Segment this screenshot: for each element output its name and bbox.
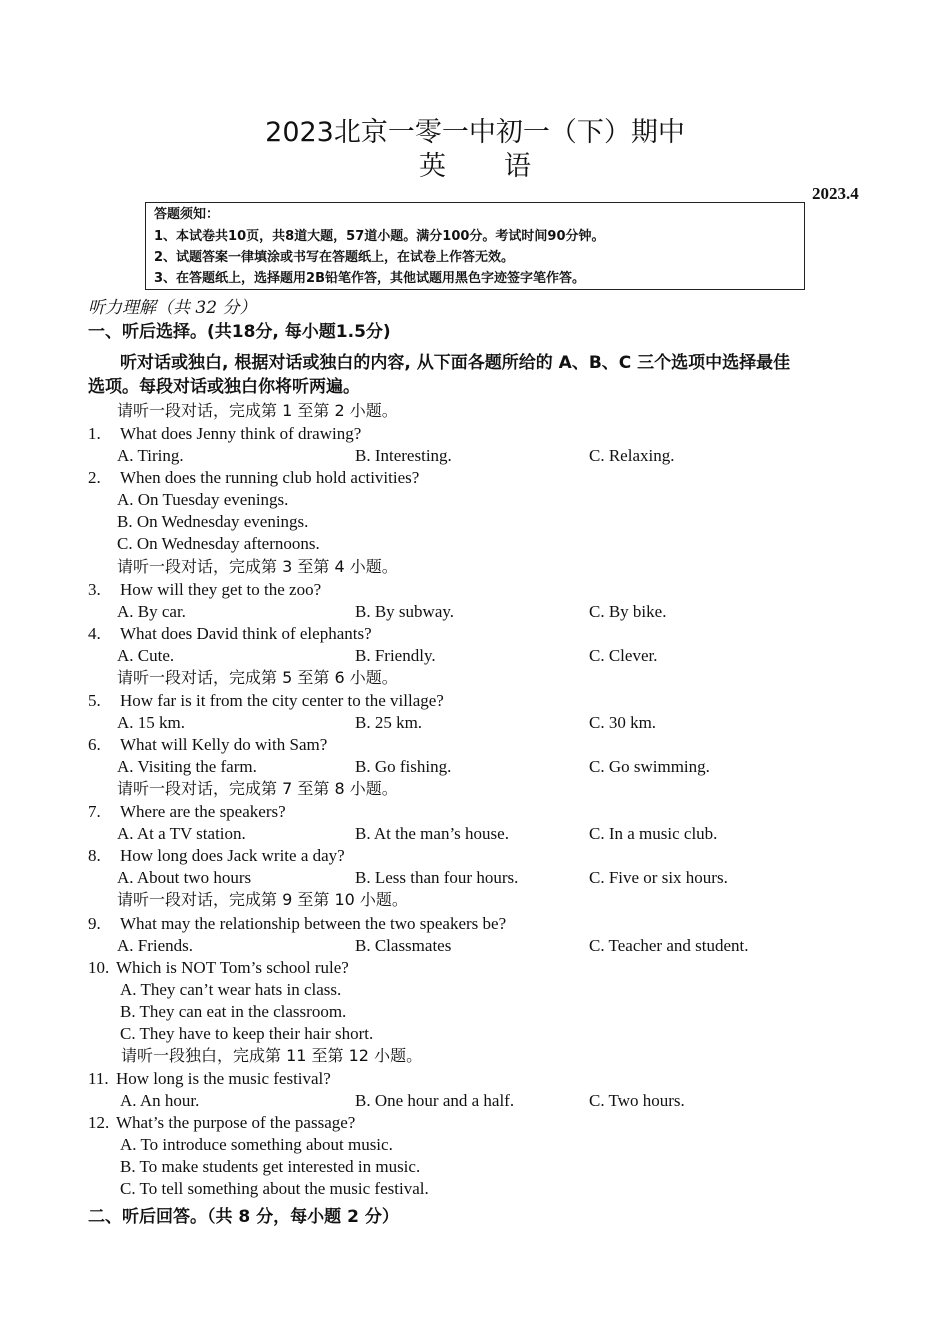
option-a: A. On Tuesday evenings.: [117, 490, 289, 509]
notice-box: [145, 202, 805, 290]
option-a: A. An hour.: [120, 1091, 200, 1110]
question-text: What does David think of elephants?: [120, 624, 372, 643]
option-b: B. At the man’s house.: [355, 824, 509, 843]
option-c: C. To tell something about the music festival.: [120, 1179, 429, 1198]
option-b: B. Less than four hours.: [355, 868, 519, 887]
question-text: Which is NOT Tom’s school rule?: [116, 958, 349, 977]
option-b: B. They can eat in the classroom.: [120, 1002, 347, 1021]
group-instruction: 请听一段对话，完成第 5 至第 6 小题。: [117, 668, 398, 687]
question-text: How long is the music festival?: [116, 1069, 331, 1088]
option-c: C. Go swimming.: [589, 757, 710, 776]
question-text: How far is it from the city center to the village?: [120, 691, 444, 710]
option-c: C. 30 km.: [589, 713, 657, 732]
question-number: 2.: [88, 468, 101, 487]
option-a: A. To introduce something about music.: [120, 1135, 393, 1154]
option-b: B. One hour and a half.: [355, 1091, 515, 1110]
question-text: What may the relationship between the two speakers be?: [120, 914, 507, 933]
option-b: B. By subway.: [355, 602, 455, 621]
option-b: B. Friendly.: [355, 646, 436, 665]
option-a: A. 15 km.: [117, 713, 185, 732]
question-number: 5.: [88, 691, 101, 710]
instruction-line-2: 选项。每段对话或独白你将听两遍。: [88, 377, 360, 397]
group-instruction: 请听一段对话，完成第 1 至第 2 小题。: [117, 401, 398, 420]
question-text: How will they get to the zoo?: [120, 580, 322, 599]
option-a: A. Friends.: [117, 936, 194, 955]
option-c: C. On Wednesday afternoons.: [117, 534, 320, 553]
option-b: B. To make students get interested in music.: [120, 1157, 421, 1176]
question-number: 1.: [88, 424, 101, 443]
option-a: A. At a TV station.: [117, 824, 246, 843]
option-b: B. Interesting.: [355, 446, 452, 465]
question-number: 4.: [88, 624, 101, 643]
part1-title: 一、听后选择。(共18分, 每小题1.5分): [88, 322, 391, 342]
notice-line-3: 3、在答题纸上，选择题用2B铅笔作答，其他试题用黑色字迹签字笔作答。: [154, 271, 585, 286]
option-b: B. Classmates: [355, 936, 452, 955]
option-b: B. 25 km.: [355, 713, 423, 732]
listening-section-title: 听力理解（共 32 分）: [88, 298, 257, 318]
group-instruction: 请听一段独白，完成第 11 至第 12 小题。: [121, 1046, 423, 1065]
group-instruction: 请听一段对话，完成第 9 至第 10 小题。: [117, 890, 408, 909]
notice-heading: 答题须知：: [154, 207, 220, 222]
option-c: C. Relaxing.: [589, 446, 675, 465]
option-c: C. Clever.: [589, 646, 658, 665]
question-number: 6.: [88, 735, 101, 754]
option-c: C. They have to keep their hair short.: [120, 1024, 374, 1043]
option-b: B. On Wednesday evenings.: [117, 512, 309, 531]
option-a: A. Cute.: [117, 646, 175, 665]
question-text: What’s the purpose of the passage?: [116, 1113, 356, 1132]
question-number: 12.: [88, 1113, 110, 1132]
question-number: 10.: [88, 958, 110, 977]
question-number: 9.: [88, 914, 101, 933]
part2-title: 二、听后回答。（共 8 分，每小题 2 分）: [88, 1207, 399, 1227]
question-number: 3.: [88, 580, 101, 599]
question-text: Where are the speakers?: [120, 802, 286, 821]
subject-title: 英语: [419, 151, 589, 182]
question-number: 11.: [88, 1069, 109, 1088]
notice-line-2: 2、试题答案一律填涂或书写在答题纸上，在试卷上作答无效。: [154, 250, 515, 265]
instruction-line-1: 听对话或独白, 根据对话或独白的内容, 从下面各题所给的 A、B、C 三个选项中选择最佳: [120, 353, 791, 373]
group-instruction: 请听一段对话，完成第 3 至第 4 小题。: [117, 557, 398, 576]
question-text: How long does Jack write a day?: [120, 846, 345, 865]
option-a: A. About two hours: [117, 868, 252, 887]
option-c: C. In a music club.: [589, 824, 718, 843]
option-a: A. Tiring.: [117, 446, 184, 465]
group-instruction: 请听一段对话，完成第 7 至第 8 小题。: [117, 779, 398, 798]
option-b: B. Go fishing.: [355, 757, 452, 776]
question-number: 7.: [88, 802, 101, 821]
page-title: 2023北京一零一中初一（下）期中: [265, 117, 685, 148]
question-text: What does Jenny think of drawing?: [120, 424, 362, 443]
option-c: C. By bike.: [589, 602, 667, 621]
question-text: What will Kelly do with Sam?: [120, 735, 328, 754]
question-text: When does the running club hold activities?: [120, 468, 420, 487]
option-c: C. Five or six hours.: [589, 868, 728, 887]
exam-date: 2023.4: [812, 184, 859, 203]
option-a: A. They can’t wear hats in class.: [120, 980, 342, 999]
option-a: A. Visiting the farm.: [117, 757, 257, 776]
option-c: C. Two hours.: [589, 1091, 685, 1110]
question-number: 8.: [88, 846, 101, 865]
option-a: A. By car.: [117, 602, 186, 621]
option-c: C. Teacher and student.: [589, 936, 749, 955]
notice-line-1: 1、本试卷共10页，共8道大题，57道小题。满分100分。考试时间90分钟。: [154, 229, 605, 244]
